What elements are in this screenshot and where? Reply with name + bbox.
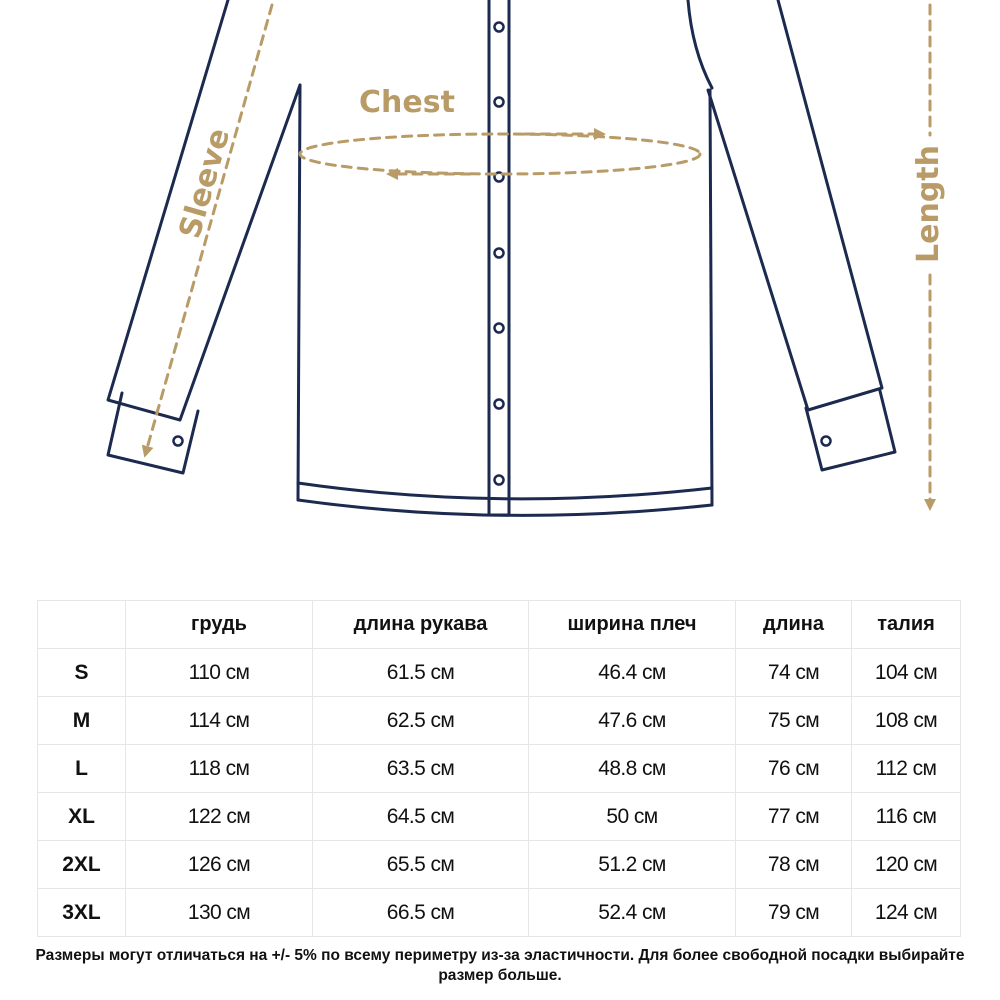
length-value: 79 см — [736, 889, 852, 937]
waist-value: 104 см — [852, 649, 961, 697]
sleeve-label: Sleeve — [172, 124, 238, 243]
waist-value: 120 см — [852, 841, 961, 889]
chest-measure-ellipse — [300, 134, 700, 174]
length-value: 74 см — [736, 649, 852, 697]
chest-value: 118 см — [126, 745, 313, 793]
shirt-hem-bottom — [298, 500, 712, 515]
chest-value: 114 см — [126, 697, 313, 745]
button-icon — [495, 476, 504, 485]
waist-value: 108 см — [852, 697, 961, 745]
size-label: 2XL — [38, 841, 126, 889]
size-label: L — [38, 745, 126, 793]
table-row — [38, 745, 961, 793]
shoulder-width-value: 46.4 см — [529, 649, 736, 697]
sleeve-length-value: 63.5 см — [313, 745, 529, 793]
right-shoulder-seam — [688, 0, 712, 88]
shirt-hem — [298, 483, 712, 499]
chest-value: 126 см — [126, 841, 313, 889]
table-corner-cell — [38, 601, 126, 649]
button-icon — [495, 249, 504, 258]
size-chart-table — [37, 600, 961, 937]
length-value: 78 см — [736, 841, 852, 889]
table-row — [38, 697, 961, 745]
left-cuff-button-icon — [174, 437, 183, 446]
size-label: XL — [38, 793, 126, 841]
shoulder-width-value: 50 см — [529, 793, 736, 841]
waist-value: 124 см — [852, 889, 961, 937]
column-header-chest: грудь — [126, 601, 313, 649]
waist-value: 112 см — [852, 745, 961, 793]
shirt-buttons — [174, 23, 831, 485]
table-row — [38, 649, 961, 697]
chest-value: 110 см — [126, 649, 313, 697]
shirt-body-left-side — [298, 85, 300, 500]
column-header-sleeve-length: длина рукава — [313, 601, 529, 649]
shoulder-width-value: 51.2 см — [529, 841, 736, 889]
column-header-waist: талия — [852, 601, 961, 649]
sleeve-length-value: 65.5 см — [313, 841, 529, 889]
button-icon — [495, 400, 504, 409]
right-sleeve — [708, 0, 882, 410]
chest-value: 130 см — [126, 889, 313, 937]
sleeve-length-value: 62.5 см — [313, 697, 529, 745]
length-value: 77 см — [736, 793, 852, 841]
sleeve-length-value: 66.5 см — [313, 889, 529, 937]
button-icon — [495, 98, 504, 107]
table-header-row — [38, 601, 961, 649]
table-row — [38, 841, 961, 889]
right-cuff-button-icon — [822, 437, 831, 446]
right-cuff — [806, 391, 895, 470]
table-row — [38, 793, 961, 841]
chest-value: 122 см — [126, 793, 313, 841]
length-label: Length — [911, 145, 946, 263]
size-disclaimer: Размеры могут отличаться на +/- 5% по всему периметру из-за эластичности. Для более свободной посадки выбирайте размер больше. — [35, 947, 965, 984]
shoulder-width-value: 48.8 см — [529, 745, 736, 793]
size-label: S — [38, 649, 126, 697]
button-icon — [495, 23, 504, 32]
shirt-body-right-side — [710, 90, 712, 505]
length-value: 75 см — [736, 697, 852, 745]
table-row — [38, 889, 961, 937]
length-value: 76 см — [736, 745, 852, 793]
column-header-length: длина — [736, 601, 852, 649]
shoulder-width-value: 52.4 см — [529, 889, 736, 937]
sleeve-length-value: 64.5 см — [313, 793, 529, 841]
size-label: 3XL — [38, 889, 126, 937]
shoulder-width-value: 47.6 см — [529, 697, 736, 745]
chest-label: Chest — [359, 85, 455, 120]
column-header-shoulder-width: ширина плеч — [529, 601, 736, 649]
waist-value: 116 см — [852, 793, 961, 841]
button-icon — [495, 324, 504, 333]
size-label: M — [38, 697, 126, 745]
sleeve-length-value: 61.5 см — [313, 649, 529, 697]
